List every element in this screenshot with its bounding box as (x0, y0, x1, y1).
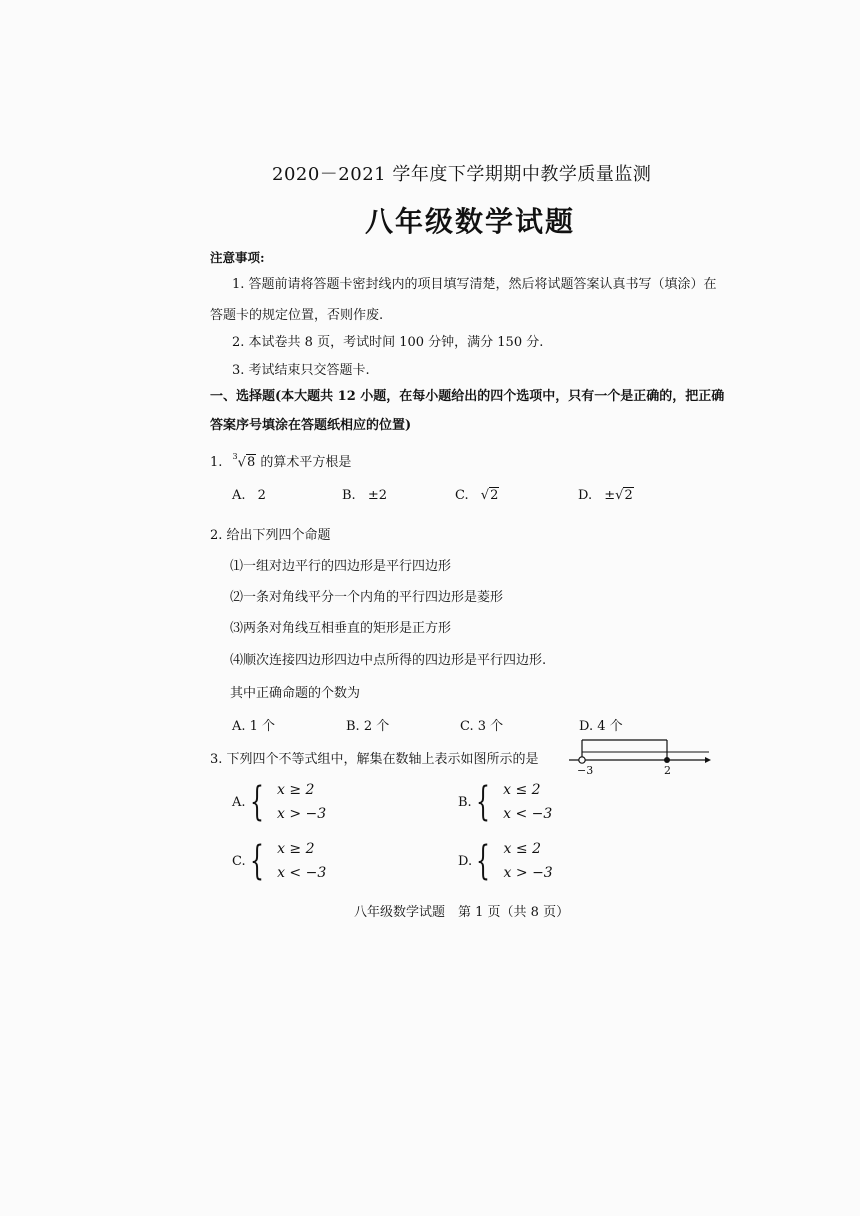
inequality-system (277, 778, 326, 826)
option-label: C. (455, 488, 469, 503)
question-1 (210, 451, 351, 470)
inequality-1: x ≤ 2 (503, 841, 541, 857)
inequality-system (504, 837, 553, 885)
radical-sign: √ (615, 488, 624, 503)
question-stem: 的算术平方根是 (260, 455, 352, 470)
radical-index: 3 (232, 451, 238, 461)
exam-title: 八年级数学试题 (365, 205, 576, 238)
radical-sign: √ (480, 488, 490, 503)
inequality-system (277, 837, 326, 885)
radicand: 2 (490, 488, 499, 503)
notes-heading: 注意事项: (210, 250, 265, 265)
option-label: B. (458, 794, 472, 810)
page-footer: 八年级数学试题 第 1 页（共 8 页） (354, 905, 570, 920)
option-label: C. (232, 853, 246, 869)
q3-option-a (232, 778, 326, 826)
option-label: A. (232, 488, 246, 503)
q3-option-d (458, 837, 553, 885)
sqrt-expression (615, 488, 634, 503)
exam-supertitle: 2020－2021 学年度下学期期中教学质量监测 (272, 164, 652, 185)
inequality-2: x > −3 (276, 806, 327, 822)
option-label: D. (578, 488, 593, 503)
inequality-1: x ≥ 2 (276, 782, 315, 798)
proposition-2: ⑵一条对角线平分一个内角的平行四边形是菱形 (230, 590, 504, 605)
option-value: 2 (257, 488, 266, 503)
note-item-1-cont: 答题卡的规定位置，否则作废. (210, 308, 384, 323)
option-value: ±2 (367, 488, 387, 503)
axis-arrow (705, 757, 711, 763)
question-3-stem: 3. 下列四个不等式组中，解集在数轴上表示如图所示的是 (210, 752, 539, 767)
closed-point (664, 757, 670, 763)
q1-option-d (578, 488, 634, 503)
open-point (579, 757, 585, 763)
q2-option-d: D. 4 个 (579, 719, 623, 734)
inequality-2: x < −3 (277, 865, 327, 881)
brace-symbol: { (249, 779, 264, 825)
proposition-1: ⑴一组对边平行的四边形是平行四边形 (230, 559, 452, 574)
q2-option-a: A. 1 个 (232, 719, 276, 734)
q1-option-a (232, 488, 266, 503)
inequality-system (503, 778, 552, 826)
inequality-1: x ≤ 2 (503, 782, 541, 798)
inequality-2: x > −3 (503, 865, 553, 881)
q3-option-c (232, 837, 326, 885)
note-item-1: 1. 答题前请将答题卡密封线内的项目填写清楚，然后将试题答案认真书写（填涂）在 (232, 277, 717, 292)
inequality-2: x < −3 (503, 806, 553, 822)
question-number: 1. (210, 455, 223, 470)
question-2-stem: 2. 给出下列四个命题 (210, 528, 331, 543)
axis-label-left: −3 (577, 764, 594, 777)
note-item-3: 3. 考试结束只交答题卡. (232, 363, 370, 378)
cube-root-expression (232, 451, 257, 470)
section-heading: 一、选择题(本大题共 12 小题，在每小题给出的四个选项中，只有一个是正确的，把正确 (210, 389, 725, 404)
brace-symbol: { (475, 779, 490, 825)
radical-sign: √ (237, 455, 246, 470)
option-label: D. (458, 853, 473, 869)
q3-option-b (458, 778, 552, 826)
q2-option-c: C. 3 个 (460, 719, 504, 734)
question-2-ask: 其中正确命题的个数为 (230, 686, 361, 701)
option-label: A. (232, 794, 246, 810)
option-label: B. (342, 488, 356, 503)
note-item-2: 2. 本试卷共 8 页，考试时间 100 分钟，满分 150 分. (232, 335, 544, 350)
proposition-4: ⑷顺次连接四边形四边中点所得的四边形是平行四边形. (230, 653, 547, 668)
q2-option-b: B. 2 个 (346, 719, 390, 734)
sqrt-expression (481, 488, 500, 503)
q1-option-b (342, 488, 387, 503)
inequality-1: x ≥ 2 (277, 841, 315, 857)
option-prefix: ± (604, 488, 616, 503)
radicand: 8 (246, 455, 256, 470)
brace-symbol: { (249, 838, 264, 884)
brace-symbol: { (476, 838, 491, 884)
section-heading-cont: 答案序号填涂在答题纸相应的位置) (210, 418, 412, 433)
q1-option-c (455, 488, 499, 503)
axis-label-right: 2 (664, 764, 671, 777)
radicand: 2 (624, 488, 633, 503)
proposition-3: ⑶两条对角线互相垂直的矩形是正方形 (230, 621, 452, 636)
